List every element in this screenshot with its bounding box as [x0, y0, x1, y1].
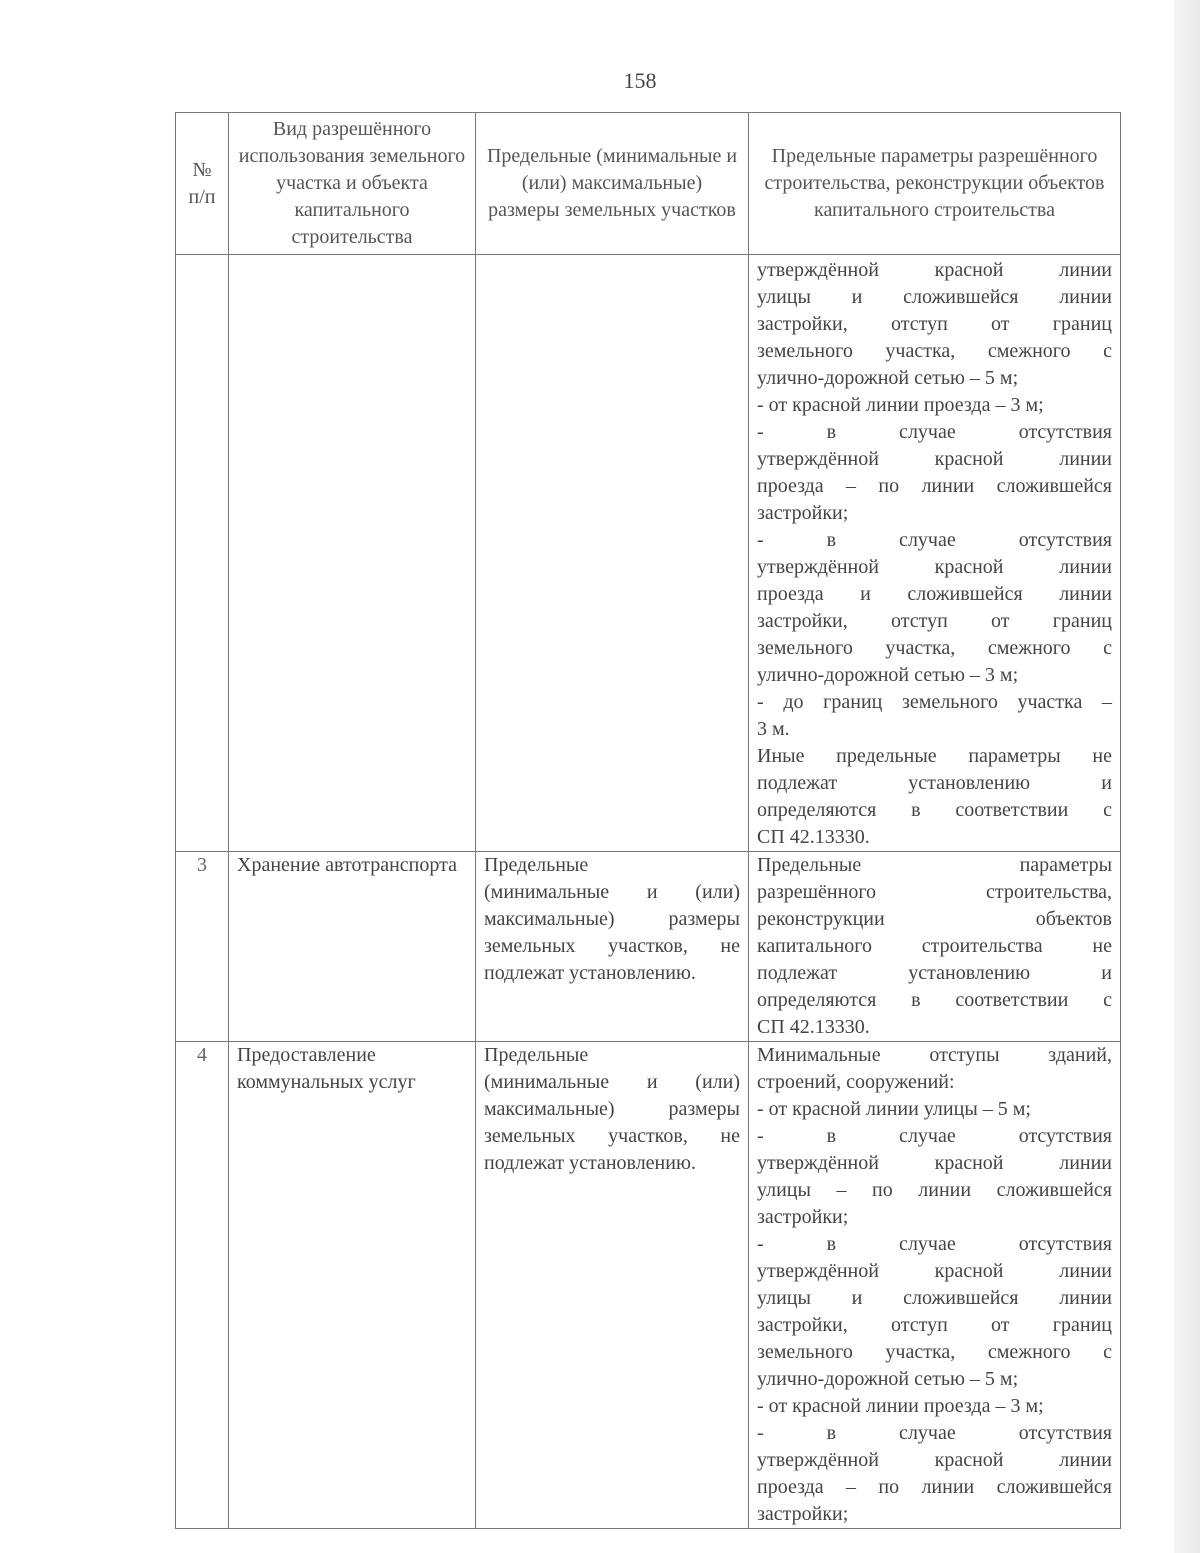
param-line: земельного участка, смежного с: [757, 637, 1112, 659]
param-line: капитального строительства не: [757, 935, 1112, 957]
param-line: застройки, отступ от границ: [757, 610, 1112, 632]
param-line: земельного участка, смежного с: [757, 340, 1112, 362]
plot-size-line: Предельные: [484, 1044, 589, 1066]
plot-size-line: (минимальные и (или): [484, 881, 740, 903]
param-line: улично-дорожной сетью – 5 м;: [757, 1368, 1019, 1390]
plot-size-line: подлежат установлению.: [484, 962, 696, 984]
param-line: СП 42.13330.: [757, 1016, 870, 1038]
param-line: - в случае отсутствия: [757, 1233, 1112, 1255]
param-line: утверждённой красной линии: [757, 259, 1112, 281]
plot-size-line: максимальные) размеры: [484, 1098, 740, 1120]
header-params: Предельные параметры разрешённого строительства, реконструкции объектов капитального строительства: [749, 113, 1121, 255]
param-line: - в случае отсутствия: [757, 1125, 1112, 1147]
param-line: утверждённой красной линии: [757, 448, 1112, 470]
scan-edge-shadow: [1174, 0, 1200, 1553]
zoning-regulations-table: [175, 112, 1121, 1529]
cell-params: [749, 852, 1121, 1042]
header-use-type: Вид разрешённого использования земельного участка и объекта капитального строительства: [229, 113, 476, 255]
param-line: разрешённого строительства,: [757, 881, 1112, 903]
param-line: застройки;: [757, 1206, 849, 1228]
page-number: 158: [623, 68, 657, 93]
param-line: строений, сооружений:: [757, 1071, 955, 1093]
param-line: подлежат установлению и: [757, 962, 1112, 984]
param-line: подлежат установлению и: [757, 772, 1112, 794]
param-line: застройки;: [757, 1503, 849, 1525]
plot-size-line: максимальные) размеры: [484, 908, 740, 930]
param-line: проезда – по линии сложившейся: [757, 1476, 1112, 1498]
param-line: реконструкции объектов: [757, 908, 1112, 930]
param-line: застройки, отступ от границ: [757, 313, 1112, 335]
param-line: определяются в соответствии с: [757, 799, 1112, 821]
param-line: - от красной линии проезда – 3 м;: [757, 394, 1044, 416]
cell-params: [749, 255, 1121, 852]
table-header-row: [176, 113, 1121, 255]
cell-plot-sizes: [476, 255, 749, 852]
cell-plot-sizes: [476, 1042, 749, 1529]
param-line: застройки, отступ от границ: [757, 1314, 1112, 1336]
cell-num: 3: [176, 852, 229, 1042]
param-line: утверждённой красной линии: [757, 1152, 1112, 1174]
param-line: улицы – по линии сложившейся: [757, 1179, 1112, 1201]
cell-use-type: Хранение автотранспорта: [229, 852, 476, 1042]
plot-size-line: (минимальные и (или): [484, 1071, 740, 1093]
param-line: Предельные параметры: [757, 854, 1112, 876]
plot-size-line: подлежат установлению.: [484, 1152, 696, 1174]
param-line: 3 м.: [757, 718, 790, 740]
param-line: проезда и сложившейся линии: [757, 583, 1112, 605]
param-line: - в случае отсутствия: [757, 529, 1112, 551]
header-num: № п/п: [176, 113, 229, 255]
cell-use-type: Предоставление коммунальных услуг: [229, 1042, 476, 1529]
table-row-3: [176, 852, 1121, 1042]
param-line: - от красной линии проезда – 3 м;: [757, 1395, 1044, 1417]
cell-plot-sizes: [476, 852, 749, 1042]
param-line: определяются в соответствии с: [757, 989, 1112, 1011]
plot-size-line: земельных участков, не: [484, 1125, 740, 1147]
param-line: улицы и сложившейся линии: [757, 1287, 1112, 1309]
param-line: Минимальные отступы зданий,: [757, 1044, 1112, 1066]
param-line: утверждённой красной линии: [757, 1449, 1112, 1471]
param-line: улицы и сложившейся линии: [757, 286, 1112, 308]
param-line: - до границ земельного участка –: [757, 691, 1112, 713]
table-row-continuation: [176, 255, 1121, 852]
param-line: застройки;: [757, 502, 849, 524]
plot-size-line: Предельные: [484, 854, 589, 876]
header-plot-sizes: Предельные (минимальные и (или) максимальные) размеры земельных участков: [476, 113, 749, 255]
cell-params: [749, 1042, 1121, 1529]
param-line: СП 42.13330.: [757, 826, 870, 848]
param-line: утверждённой красной линии: [757, 1260, 1112, 1282]
plot-size-line: земельных участков, не: [484, 935, 740, 957]
param-line: улично-дорожной сетью – 3 м;: [757, 664, 1019, 686]
param-line: утверждённой красной линии: [757, 556, 1112, 578]
param-line: Иные предельные параметры не: [757, 745, 1112, 767]
param-line: - в случае отсутствия: [757, 1422, 1112, 1444]
param-line: проезда – по линии сложившейся: [757, 475, 1112, 497]
table-row-4: [176, 1042, 1121, 1529]
cell-num: [176, 255, 229, 852]
cell-num: 4: [176, 1042, 229, 1529]
cell-use-type: [229, 255, 476, 852]
param-line: улично-дорожной сетью – 5 м;: [757, 367, 1019, 389]
param-line: - от красной линии улицы – 5 м;: [757, 1098, 1031, 1120]
param-line: земельного участка, смежного с: [757, 1341, 1112, 1363]
param-line: - в случае отсутствия: [757, 421, 1112, 443]
